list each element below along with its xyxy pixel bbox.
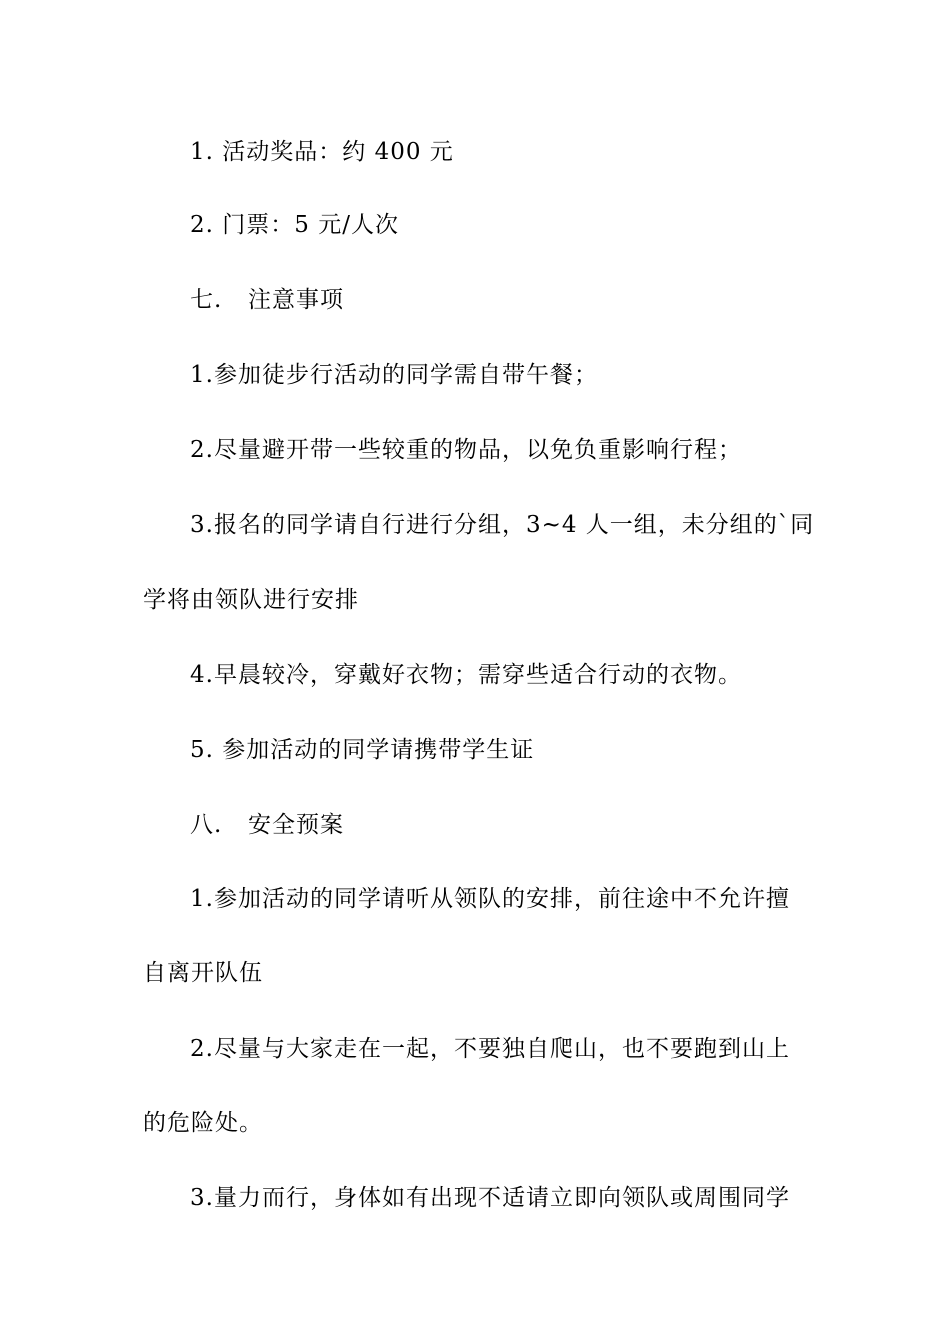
- safety-item-2-line1: 2.尽量与大家走在一起，不要独自爬山，也不要跑到山上: [190, 1036, 790, 1062]
- budget-item-prizes: 1. 活动奖品：约 400 元: [190, 139, 454, 165]
- safety-item-1-line1: 1.参加活动的同学请听从领队的安排，前往途中不允许擅: [190, 886, 790, 912]
- note-item-1: 1.参加徒步行活动的同学需自带午餐；: [190, 362, 598, 388]
- section-number: 八.: [190, 812, 223, 838]
- section-heading-safety: [190, 810, 344, 840]
- safety-item-3-line1: 3.量力而行，身体如有出现不适请立即向领队或周围同学: [190, 1185, 790, 1211]
- safety-item-2-line2: 的危险处。: [143, 1110, 263, 1136]
- safety-item-1-line2: 自离开队伍: [143, 960, 263, 986]
- note-item-3-line1: 3.报名的同学请自行进行分组，3~4 人一组，未分组的`同: [190, 512, 815, 538]
- note-item-3-line2: 学将由领队进行安排: [143, 587, 359, 613]
- note-item-4: 4.早晨较冷，穿戴好衣物；需穿些适合行动的衣物。: [190, 662, 742, 688]
- section-title: 注意事项: [248, 287, 344, 313]
- budget-item-tickets: 2. 门票：5 元/人次: [190, 212, 399, 238]
- section-number: 七.: [190, 287, 223, 313]
- note-item-5: 5. 参加活动的同学请携带学生证: [190, 737, 535, 763]
- section-heading-notes: [190, 285, 344, 315]
- section-title: 安全预案: [248, 812, 344, 838]
- note-item-2: 2.尽量避开带一些较重的物品，以免负重影响行程；: [190, 437, 742, 463]
